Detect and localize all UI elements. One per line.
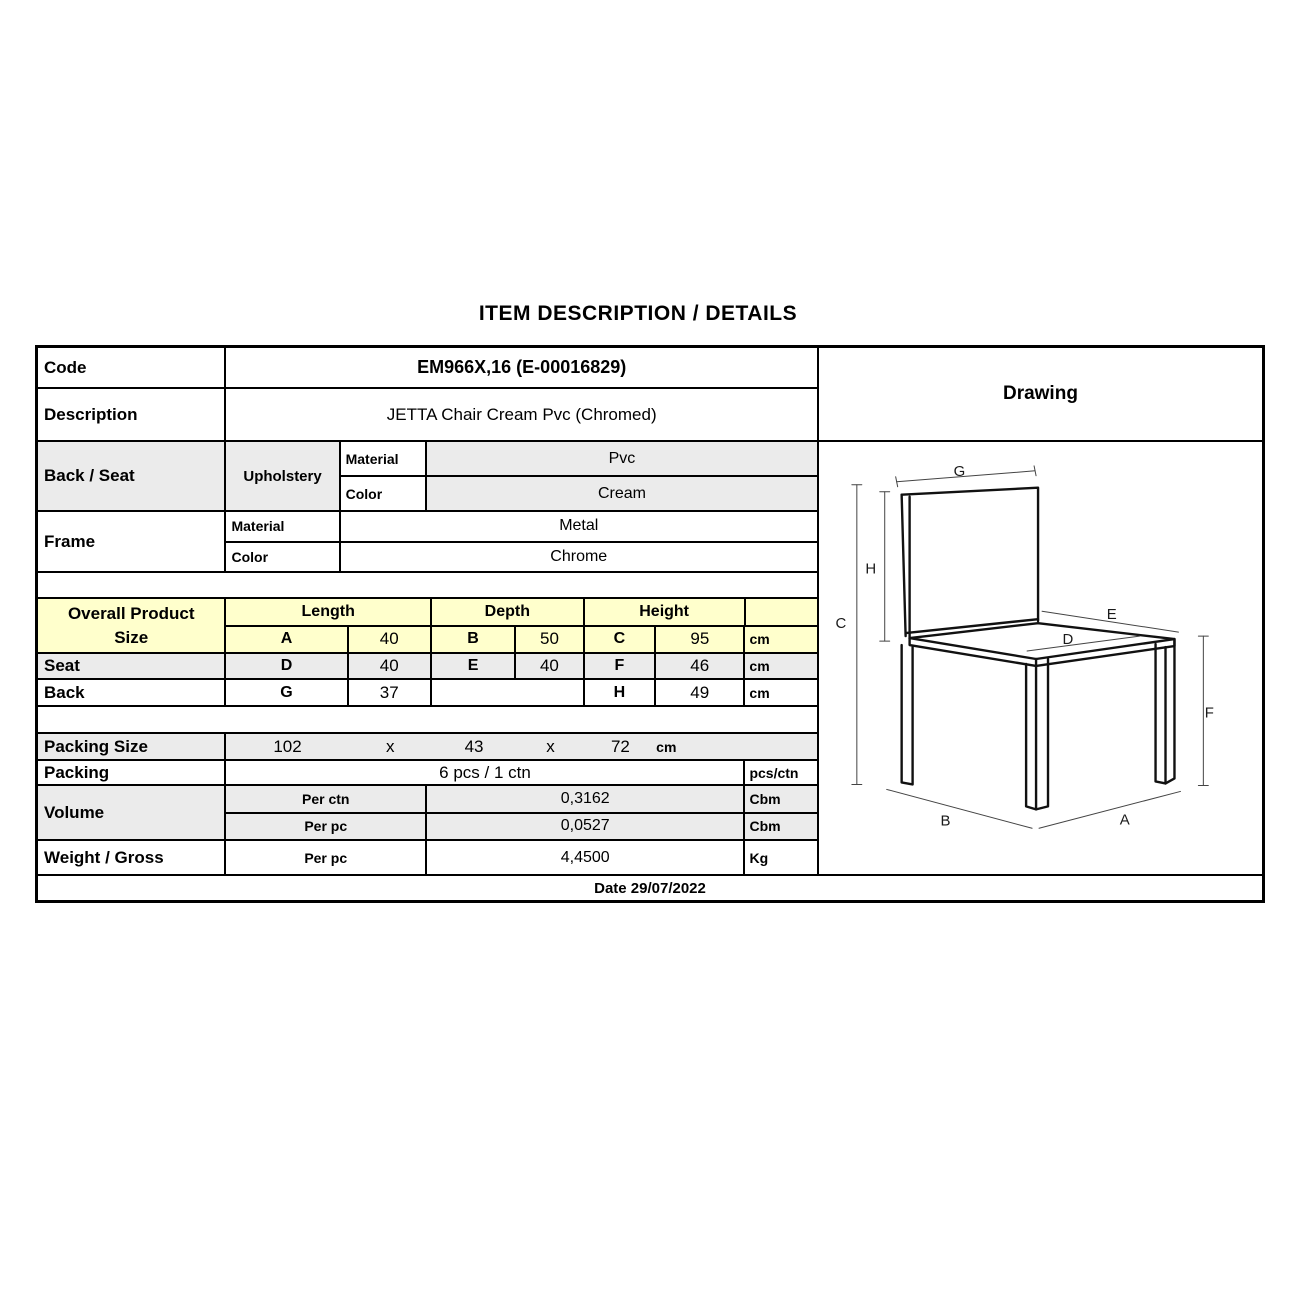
dim-f-key: F — [585, 654, 656, 678]
material-value: Pvc — [427, 442, 817, 475]
length-header: Length — [226, 599, 431, 625]
frame-material-value: Metal — [559, 517, 599, 535]
description-label: Description — [38, 389, 226, 440]
dim-c-key: C — [585, 627, 656, 653]
volume-label: Volume — [38, 786, 226, 839]
upholstery-label: Upholstery — [226, 442, 340, 510]
back-seat-color-row — [341, 477, 817, 510]
back-unit: cm — [749, 684, 770, 701]
frame-color-value: Chrome — [550, 547, 608, 565]
overall-size-label-line2: Size — [114, 627, 149, 647]
drawing-header: Drawing — [819, 348, 1262, 442]
size-dim-headers — [226, 599, 816, 627]
dim-e-value: 40 — [516, 654, 584, 678]
packing-size-label: Packing Size — [38, 734, 226, 759]
drawing-area — [819, 442, 1262, 874]
back-seat-subrows — [341, 442, 817, 510]
back-seat-label: Back / Seat — [38, 442, 226, 510]
dim-label-d: D — [1062, 631, 1074, 649]
overall-unit: cm — [749, 631, 770, 648]
size-header-blank — [746, 599, 817, 625]
frame-material-row — [226, 512, 816, 543]
frame-band — [38, 512, 817, 573]
frame-label: Frame — [38, 512, 226, 571]
date-row — [38, 876, 1262, 900]
overall-size-label-line1: Overall Product — [67, 603, 195, 623]
packing-size-depth: 43 — [464, 736, 484, 756]
packing-row — [38, 761, 817, 786]
overall-size-label — [38, 599, 226, 652]
volume-subrows — [226, 786, 816, 839]
page-title: ITEM DESCRIPTION / DETAILS — [478, 302, 798, 325]
volume-per-pc-row — [226, 814, 816, 840]
back-size-row — [38, 680, 817, 707]
packing-label: Packing — [38, 761, 226, 784]
back-label: Back — [38, 680, 226, 705]
per-pc-unit: Cbm — [749, 818, 781, 835]
material-label: Material — [341, 442, 427, 475]
height-header: Height — [585, 599, 746, 625]
dim-d-value: 40 — [349, 654, 432, 678]
dim-g-key: G — [226, 680, 348, 705]
dim-h-value: 49 — [656, 680, 745, 705]
code-label: Code — [38, 348, 226, 387]
drawing-column — [819, 348, 1262, 874]
size-header-stack — [226, 599, 816, 652]
dim-d-key: D — [226, 654, 348, 678]
dim-a-key: A — [226, 627, 348, 653]
dim-a-value: 40 — [349, 627, 432, 653]
per-ctn-label: Per ctn — [226, 786, 427, 812]
back-seat-band — [38, 442, 817, 512]
dim-b-key: B — [432, 627, 516, 653]
spec-sheet-table — [35, 345, 1265, 903]
dim-label-c: C — [835, 615, 847, 633]
depth-header: Depth — [432, 599, 585, 625]
weight-row — [38, 841, 817, 874]
size-header-band — [38, 599, 817, 654]
frame-material-label: Material — [226, 512, 340, 541]
volume-band — [38, 786, 817, 841]
per-ctn-unit: Cbm — [749, 790, 781, 807]
packing-size-x2: x — [546, 736, 555, 756]
code-value: EM966X,16 (E-00016829) — [417, 357, 627, 377]
weight-per-label: Per pc — [226, 841, 426, 874]
dim-label-e: E — [1106, 606, 1117, 624]
back-seat-material-row — [341, 442, 817, 477]
dim-label-f: F — [1204, 704, 1214, 722]
packing-size-x1: x — [385, 736, 395, 756]
per-pc-label: Per pc — [226, 814, 427, 840]
description-row — [38, 389, 817, 442]
dim-label-b: B — [940, 812, 951, 830]
seat-unit: cm — [749, 658, 770, 674]
packing-size-unit: cm — [656, 738, 677, 755]
dim-f-value: 46 — [656, 654, 745, 678]
packing-size-height: 72 — [610, 736, 630, 756]
dim-g-value: 37 — [349, 680, 432, 705]
sheet-main — [38, 348, 1262, 876]
seat-label: Seat — [38, 654, 226, 678]
code-row — [38, 348, 817, 389]
color-label: Color — [341, 477, 427, 510]
weight-value: 4,4500 — [427, 841, 745, 874]
packing-size-values — [226, 734, 816, 759]
packing-value: 6 pcs / 1 ctn — [226, 761, 745, 784]
seat-size-row — [38, 654, 817, 680]
dim-label-h: H — [865, 560, 877, 578]
frame-color-label: Color — [226, 543, 340, 572]
color-value: Cream — [427, 477, 817, 510]
dim-b-value: 50 — [516, 627, 584, 653]
weight-label: Weight / Gross — [38, 841, 226, 874]
dim-e-key: E — [432, 654, 516, 678]
dim-h-key: H — [585, 680, 656, 705]
weight-unit: Kg — [749, 849, 769, 866]
back-blank-cell — [432, 680, 585, 705]
frame-subrows — [226, 512, 816, 571]
packing-size-length: 102 — [273, 736, 302, 756]
dim-c-value: 95 — [656, 627, 745, 653]
frame-color-row — [226, 543, 816, 572]
description-value: JETTA Chair Cream Pvc (Chromed) — [386, 404, 657, 424]
dim-label-a: A — [1119, 811, 1130, 829]
chair-drawing — [819, 442, 1262, 874]
spacer-row — [38, 573, 817, 599]
dim-label-g: G — [953, 462, 966, 480]
packing-unit: pcs/ctn — [749, 764, 799, 781]
spec-columns — [38, 348, 819, 874]
packing-size-row — [38, 734, 817, 761]
per-pc-value: 0,0527 — [427, 814, 745, 840]
date-text: Date 29/07/2022 — [594, 879, 706, 897]
spacer-row-2 — [38, 707, 817, 734]
chair-outline — [902, 488, 1175, 810]
per-ctn-value: 0,3162 — [427, 786, 745, 812]
volume-per-ctn-row — [226, 786, 816, 814]
dimension-labels — [835, 463, 1213, 829]
overall-size-values — [226, 627, 816, 653]
